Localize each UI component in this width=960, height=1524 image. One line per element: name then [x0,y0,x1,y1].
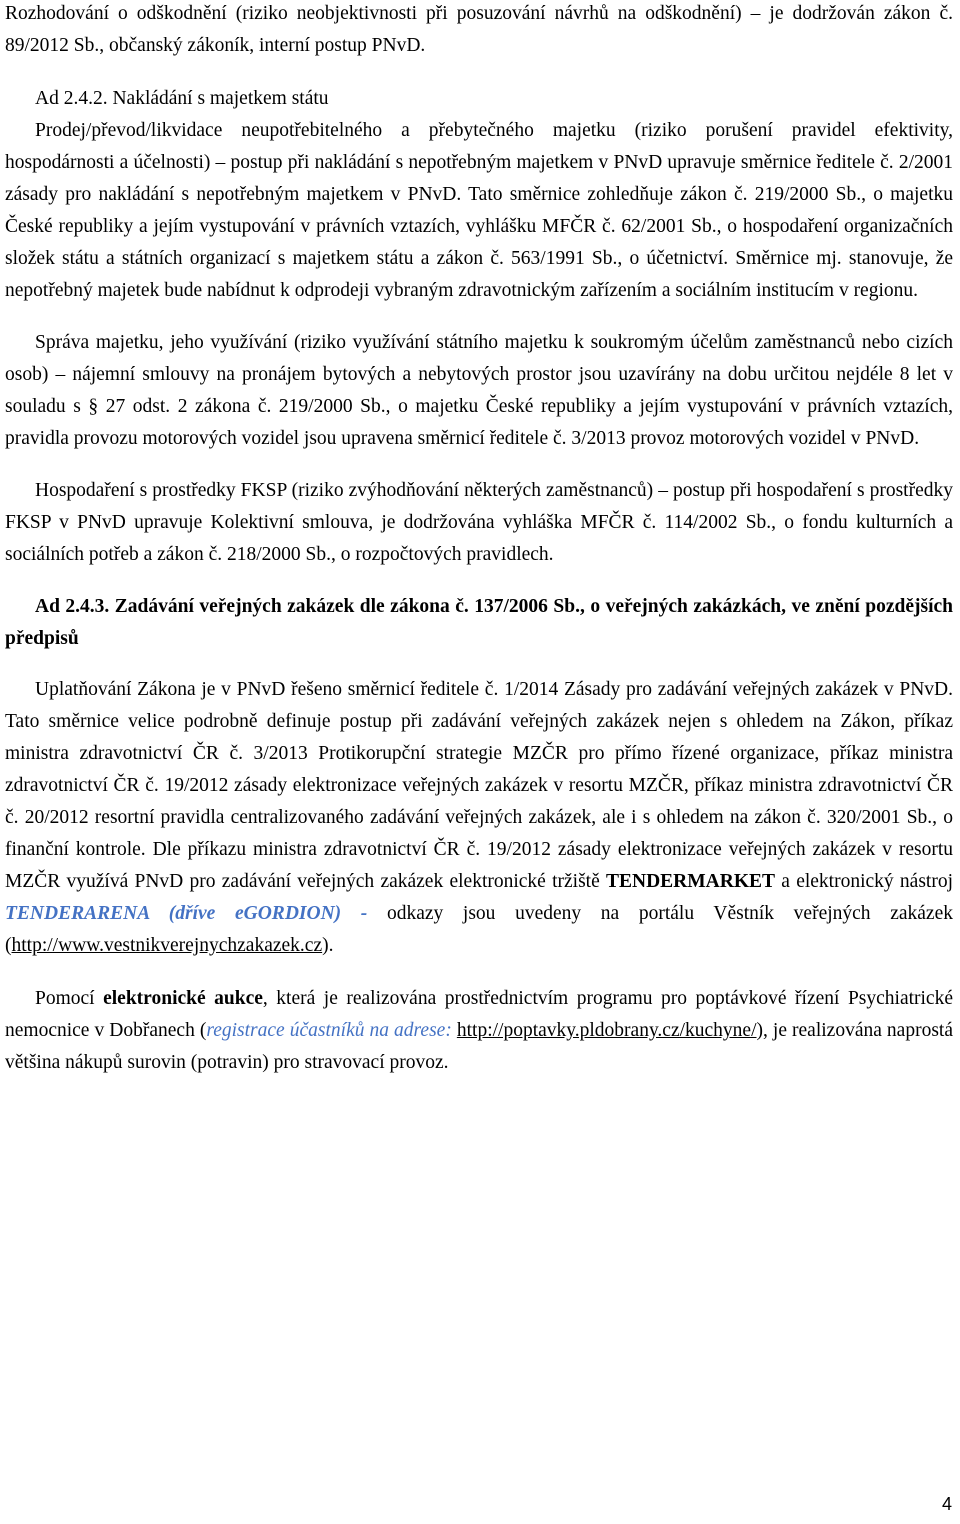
auction-text-1: Pomocí [35,988,104,1009]
heading-2-4-3: Ad 2.4.3. Zadávání veřejných zakázek dle zákona č. 137/2006 Sb., o veřejných zakázkách, ve znění pozdějších předpisů [5,596,953,649]
procurement-text-2: a elektronický nástroj [775,871,953,892]
page-number: 4 [941,1494,952,1514]
procurement-text-4: ). [322,935,334,956]
paragraph-asset-disposal: Prodej/převod/likvidace neupotřebitelného a přebytečného majetku (riziko porušení pravidel efektivity, hospodárnosti a účelnosti) – postup při nakládání s nepotřebným majetkem v PNvD upravuje směrnice ředitele č. 2/2001 zásady pro nakládání s nepotřebným majetkem v PNvD. Tato směrnice zohledňuje zákon č. 219/2000 Sb., o majetku České republiky a jejím vystupování v právních vztazích, vyhlášku MFČR č. 62/2001 Sb., o hospodaření organizačních složek státu a státních organizací s majetkem státu a zákon č. 563/1991 Sb., o účetnictví. Směrnice mj. stanovuje, že nepotřebný majetek bude nabídnut k odprodeji vybraným zdravotnickým zařízením a sociálním institucím v regionu. [5,120,953,301]
procurement-text-3: odkazy jsou uvedeny na portálu Věstník veřejných zakázek ( [5,903,953,956]
auction-text-4: ), je realizována naprostá většina nákupů surovin (potravin) pro stravovací provoz. [5,1020,953,1073]
procurement-text-1: Uplatňování Zákona je v PNvD řešeno směrnicí ředitele č. 1/2014 Zásady pro zadávání veřejných zakázek v PNvD. Tato směrnice velice podrobně definuje postup při zadávání veřejných zakázek nejen s ohledem na Zákon, příkaz ministra zdravotnictví ČR č. 3/2013 Protikorupční strategie MZČR pro přímo řízené organizace, příkaz ministra zdravotnictví ČR č. 19/2012 zásady elektronizace veřejných zakázek v resortu MZČR, příkaz ministra zdravotnictví ČR č. 20/2012 resortní pravidla centralizovaného zadávání veřejných zakázek, ale i s ohledem na zákon č. 320/2001 Sb., o finanční kontrole. Dle příkazu ministra zdravotnictví ČR č. 19/2012 zásady elektronizace veřejných zakázek v resortu MZČR využívá PNvD pro zadávání veřejných zakázek elektronické tržiště [5,679,953,892]
paragraph-asset-management: Správa majetku, jeho využívání (riziko využívání státního majetku k soukromým účelům zaměstnanců nebo cizích osob) – nájemní smlouvy na pronájem bytových a nebytových prostor jsou uzavírány na dobu určitou nejdéle 8 let v souladu s § 27 odst. 2 zákona č. 219/2000 Sb., o majetku České republiky a jejím vystupování v právních vztazích, pravidla provozu motorových vozidel jsou upravena směrnicí ředitele č. 3/2013 provoz motorových vozidel v PNvD. [5,332,953,449]
paragraph-compensation: Rozhodování o odškodnění (riziko neobjektivnosti při posuzování návrhů na odškodnění) – je dodržován zákon č. 89/2012 Sb., občanský zákoník, interní postup PNvD. [5,3,953,56]
auction-text-2: , která je realizována prostřednictvím programu pro poptávkové řízení Psychiatrické nemocnice v Dobřanech ( [5,988,953,1041]
tenderarena-label: TENDERARENA (dříve eGORDION) - [5,903,368,924]
poptavky-link[interactable]: http://poptavky.pldobrany.cz/kuchyne/ [456,1020,757,1041]
tendermarket-label: TENDERMARKET [606,871,776,892]
paragraph-public-procurement [5,674,953,962]
registration-note: registrace účastníků na adrese: [206,1020,452,1041]
heading-2-4-2: Ad 2.4.2. Nakládání s majetkem státu [35,88,329,109]
paragraph-e-auction [5,983,953,1079]
paragraph-fksp: Hospodaření s prostředky FKSP (riziko zvýhodňování některých zaměstnanců) – postup při hospodaření s prostředky FKSP v PNvD upravuje Kolektivní smlouva, je dodržována vyhláška MFČR č. 114/2002 Sb., o fondu kulturních a sociálních potřeb a zákon č. 218/2000 Sb., o rozpočtových pravidlech. [5,480,953,565]
e-auction-label: elektronické aukce [103,988,263,1009]
document-page [5,0,953,1079]
vestnik-link[interactable]: http://www.vestnikverejnychzakazek.cz [11,935,323,956]
